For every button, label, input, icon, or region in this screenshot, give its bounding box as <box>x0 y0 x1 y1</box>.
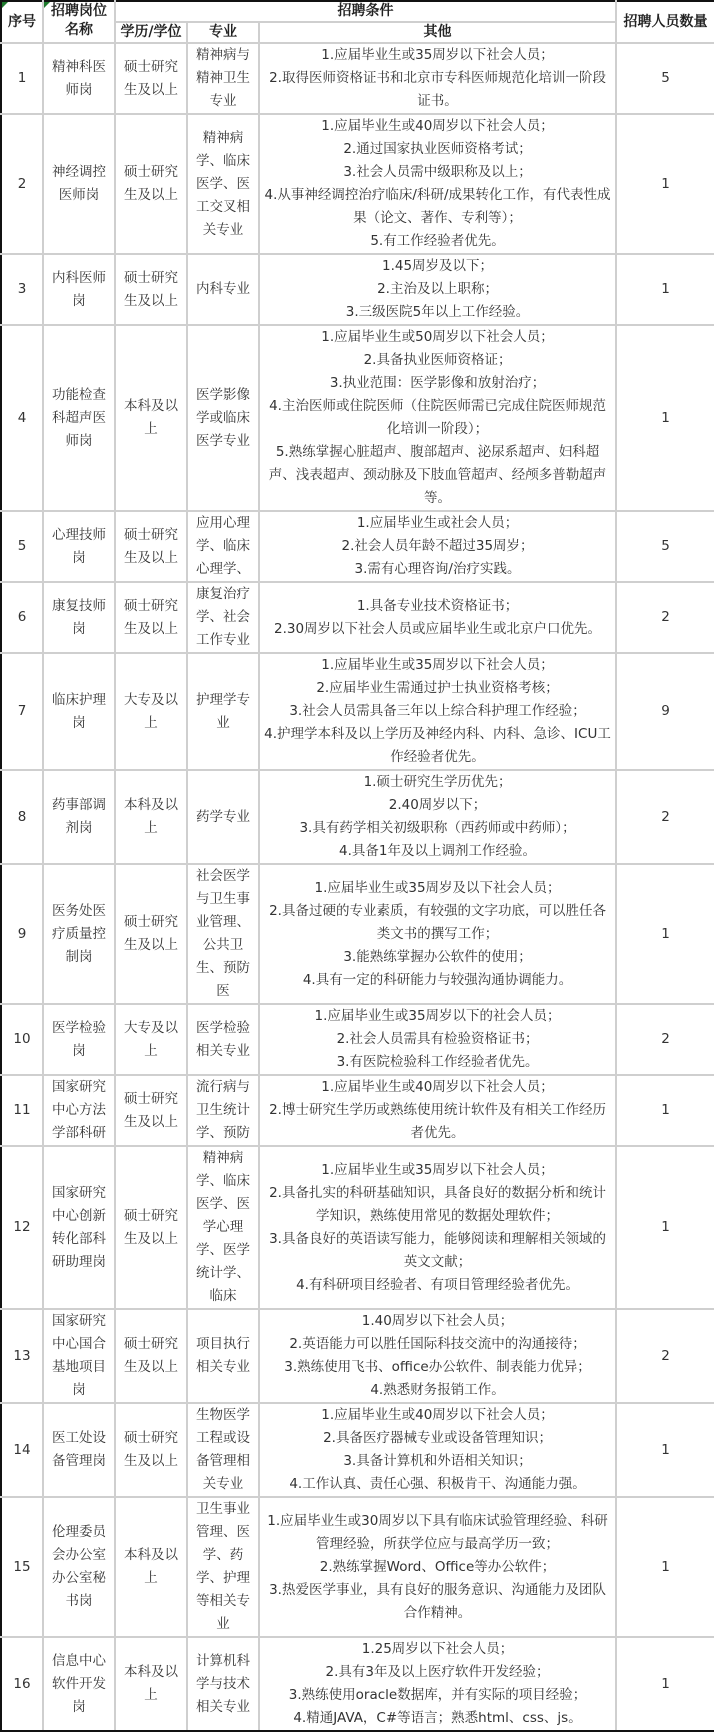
requirement-line: 3.熟练使用飞书、office办公软件、制表能力优异； <box>284 1359 591 1375</box>
cell-education: 大专及以上 <box>115 1004 187 1075</box>
requirement-line: 1.应届毕业生或35周岁以下社会人员； <box>321 657 554 673</box>
requirement-line: 1.应届毕业生或35周岁及以下社会人员； <box>314 879 561 896</box>
cell-position: 医工处设备管理岗 <box>43 1403 115 1497</box>
cell-major: 精神病与精神卫生专业 <box>187 43 259 114</box>
cell-other <box>259 1403 616 1497</box>
cell-position: 信息中心软件开发岗 <box>43 1637 115 1731</box>
requirement-line: 1.应届毕业生或社会人员； <box>356 515 519 531</box>
cell-position: 康复技师岗 <box>43 582 115 653</box>
requirement-line: 4.工作认真、责任心强、积极肯干、沟通能力强。 <box>289 1476 586 1492</box>
cell-seq: 6 <box>1 582 43 653</box>
cell-major: 医学检验相关专业 <box>187 1004 259 1075</box>
requirement-line: 4.精通JAVA，C#等语言；熟悉html、css、js。 <box>293 1710 582 1726</box>
table-row <box>1 1497 714 1637</box>
requirement-line: 2.40周岁以下； <box>388 797 487 813</box>
cell-other <box>259 1637 616 1731</box>
cell-seq: 7 <box>1 653 43 770</box>
cell-education: 硕士研究生及以上 <box>115 1309 187 1403</box>
requirement-line: 2.取得医师资格证书和北京市专科医师规范化培训一阶段证书。 <box>269 70 606 109</box>
cell-major: 护理学专业 <box>187 653 259 770</box>
cell-seq: 5 <box>1 511 43 582</box>
cell-other <box>259 1075 616 1146</box>
requirement-line: 1.具备专业技术资格证书； <box>356 597 519 614</box>
requirement-line: 3.执业范围：医学影像和放射治疗； <box>329 375 546 391</box>
cell-position: 国家研究中心创新转化部科研助理岗 <box>43 1146 115 1309</box>
table-row <box>1 864 714 1004</box>
cell-education: 硕士研究生及以上 <box>115 864 187 1004</box>
cell-other <box>259 114 616 254</box>
table-row <box>1 582 714 653</box>
cell-other <box>259 770 616 864</box>
requirement-line: 2.具备扎实的科研基础知识，具备良好的数据分析和统计学知识，熟练使用常见的数据处理软件； <box>269 1184 606 1224</box>
requirement-line: 2.30周岁以下社会人员或应届毕业生或北京户口优先。 <box>273 620 602 637</box>
requirement-line: 5.熟练掌握心脏超声、腹部超声、泌尿系超声、妇科超声、浅表超声、颈动脉及下肢血管超声、经颅多普勒超声等。 <box>268 444 607 506</box>
header-count: 招聘人员数量 <box>616 1 714 43</box>
cell-position: 临床护理岗 <box>43 653 115 770</box>
table-row <box>1 770 714 864</box>
table-row <box>1 1075 714 1146</box>
requirement-line: 1.40周岁以下社会人员； <box>361 1313 514 1329</box>
requirement-line: 2.社会人员年龄不超过35周岁； <box>341 538 534 554</box>
requirement-line: 1.应届毕业生或35周岁以下社会人员； <box>321 47 554 63</box>
requirement-line: 1.应届毕业生或50周岁以下社会人员； <box>321 329 554 345</box>
requirement-line: 3.具有药学相关初级职称（西药师或中药师）； <box>299 820 576 836</box>
cell-other <box>259 582 616 653</box>
requirement-line: 4.具有一定的科研能力与较强沟通协调能力。 <box>302 971 573 988</box>
table-row <box>1 1403 714 1497</box>
cell-count: 1 <box>616 864 714 1004</box>
header-education: 学历/学位 <box>115 22 187 43</box>
cell-count: 1 <box>616 1497 714 1637</box>
header-seq: 序号 <box>1 1 43 43</box>
requirement-line: 1.45周岁及以下； <box>381 258 494 274</box>
requirement-line: 4.具备1年及以上调剂工作经验。 <box>339 843 536 859</box>
cell-education: 本科及以上 <box>115 770 187 864</box>
cell-count: 1 <box>616 114 714 254</box>
cell-major: 生物医学工程或设备管理相关专业 <box>187 1403 259 1497</box>
cell-count: 5 <box>616 511 714 582</box>
requirement-line: 3.具备计算机和外语相关知识； <box>343 1453 532 1469</box>
cell-seq: 2 <box>1 114 43 254</box>
cell-count: 5 <box>616 43 714 114</box>
table-row <box>1 653 714 770</box>
table-row <box>1 114 714 254</box>
cell-seq: 9 <box>1 864 43 1004</box>
table-row <box>1 1146 714 1309</box>
cell-major: 流行病与卫生统计学、预防 <box>187 1075 259 1146</box>
cell-education: 硕士研究生及以上 <box>115 1146 187 1309</box>
cell-other <box>259 254 616 325</box>
cell-seq: 8 <box>1 770 43 864</box>
cell-other <box>259 511 616 582</box>
requirement-line: 4.从事神经调控治疗临床/科研/成果转化工作，有代表性成果（论文、著作、专利等）； <box>264 187 611 226</box>
requirement-line: 1.应届毕业生或35周岁以下的社会人员； <box>314 1008 561 1024</box>
cell-position: 功能检查科超声医师岗 <box>43 325 115 511</box>
cell-other <box>259 325 616 511</box>
cell-count: 1 <box>616 1146 714 1309</box>
cell-position: 医务处医疗质量控制岗 <box>43 864 115 1004</box>
table-row <box>1 325 714 511</box>
cell-education: 硕士研究生及以上 <box>115 511 187 582</box>
requirement-line: 3.熟练使用oracle数据库，并有实际的项目经验； <box>288 1687 587 1703</box>
cell-seq: 4 <box>1 325 43 511</box>
requirement-line: 1.应届毕业生或40周岁以下社会人员； <box>321 118 554 134</box>
cell-count: 1 <box>616 1637 714 1731</box>
requirement-line: 2.熟练掌握Word、Office等办公软件； <box>319 1558 556 1575</box>
header-conditions: 招聘条件 <box>115 1 616 22</box>
cell-other <box>259 1004 616 1075</box>
table-row <box>1 43 714 114</box>
cell-seq: 15 <box>1 1497 43 1637</box>
table-row <box>1 511 714 582</box>
header-major: 专业 <box>187 22 259 43</box>
requirement-line: 1.应届毕业生或40周岁以下社会人员； <box>321 1079 554 1095</box>
cell-seq: 1 <box>1 43 43 114</box>
cell-position: 伦理委员会办公室办公室秘书岗 <box>43 1497 115 1637</box>
table-row <box>1 1637 714 1731</box>
cell-education: 本科及以上 <box>115 1637 187 1731</box>
cell-education: 本科及以上 <box>115 325 187 511</box>
cell-count: 1 <box>616 1075 714 1146</box>
requirement-line: 2.英语能力可以胜任国际科技交流中的沟通接待； <box>289 1336 586 1352</box>
cell-major: 药学专业 <box>187 770 259 864</box>
requirement-line: 2.博士研究生学历或熟练使用统计软件及有相关工作经历者优先。 <box>269 1102 606 1141</box>
requirement-line: 2.具有3年及以上医疗软件开发经验； <box>325 1664 550 1680</box>
cell-education: 硕士研究生及以上 <box>115 1075 187 1146</box>
cell-major: 医学影像学或临床医学专业 <box>187 325 259 511</box>
cell-education: 本科及以上 <box>115 1497 187 1637</box>
cell-seq: 11 <box>1 1075 43 1146</box>
requirement-line: 2.社会人员需具有检验资格证书； <box>336 1031 539 1047</box>
cell-education: 硕士研究生及以上 <box>115 1403 187 1497</box>
cell-major: 康复治疗学、社会工作专业 <box>187 582 259 653</box>
cell-other <box>259 1497 616 1637</box>
requirement-line: 3.有医院检验科工作经验者优先。 <box>336 1054 539 1070</box>
cell-position: 精神科医师岗 <box>43 43 115 114</box>
cell-education: 硕士研究生及以上 <box>115 582 187 653</box>
table-row <box>1 1004 714 1075</box>
requirement-line: 2.具备过硬的专业素质，有较强的文字功底，可以胜任各类文书的撰写工作； <box>269 902 606 942</box>
requirement-line: 2.具备医疗器械专业或设备管理知识； <box>323 1430 552 1446</box>
cell-position: 内科医师岗 <box>43 254 115 325</box>
header-position <box>43 1 115 43</box>
cell-count: 1 <box>616 1403 714 1497</box>
requirement-line: 3.需有心理咨询/治疗实践。 <box>354 561 521 577</box>
cell-count: 2 <box>616 770 714 864</box>
cell-position: 国家研究中心国合基地项目岗 <box>43 1309 115 1403</box>
cell-count: 9 <box>616 653 714 770</box>
requirement-line: 3.具备良好的英语读写能力，能够阅读和理解相关领域的英文文献； <box>269 1230 606 1270</box>
cell-education: 硕士研究生及以上 <box>115 43 187 114</box>
requirement-line: 2.应届毕业生需通过护士执业资格考核； <box>316 680 559 696</box>
cell-seq: 12 <box>1 1146 43 1309</box>
cell-other <box>259 864 616 1004</box>
cell-other <box>259 1309 616 1403</box>
cell-seq: 3 <box>1 254 43 325</box>
cell-position: 神经调控医师岗 <box>43 114 115 254</box>
cell-major: 精神病学、临床医学、医工交叉相关专业 <box>187 114 259 254</box>
requirement-line: 4.有科研项目经验者、有项目管理经验者优先。 <box>296 1276 579 1293</box>
cell-seq: 14 <box>1 1403 43 1497</box>
requirement-line: 3.社会人员需具备三年以上综合科护理工作经验； <box>289 703 586 719</box>
cell-position: 药事部调剂岗 <box>43 770 115 864</box>
cell-major: 社会医学与卫生事业管理、公共卫生、预防医 <box>187 864 259 1004</box>
cell-count: 1 <box>616 254 714 325</box>
header-position-text: 招聘岗位名称 <box>51 3 107 38</box>
requirement-line: 2.具备执业医师资格证； <box>363 352 512 368</box>
cell-count: 2 <box>616 1004 714 1075</box>
requirement-line: 4.护理学本科及以上学历及神经内科、内科、急诊、ICU工作经验者优先。 <box>264 726 611 765</box>
requirement-line: 1.25周岁以下社会人员； <box>361 1641 514 1657</box>
cell-position: 心理技师岗 <box>43 511 115 582</box>
cell-education: 硕士研究生及以上 <box>115 254 187 325</box>
requirement-line: 1.应届毕业生或30周岁以下具有临床试验管理经验、科研管理经验，所获学位应与最高学历一致； <box>267 1512 608 1552</box>
cell-education: 硕士研究生及以上 <box>115 114 187 254</box>
cell-major: 应用心理学、临床心理学、 <box>187 511 259 582</box>
requirement-line: 3.三级医院5年以上工作经验。 <box>345 304 530 320</box>
cell-seq: 16 <box>1 1637 43 1731</box>
cell-other <box>259 653 616 770</box>
cell-count: 2 <box>616 1309 714 1403</box>
cell-other <box>259 1146 616 1309</box>
cell-education: 大专及以上 <box>115 653 187 770</box>
requirement-line: 3.能熟练掌握办公软件的使用； <box>343 948 532 965</box>
cell-major: 卫生事业管理、医学、药学、护理等相关专业 <box>187 1497 259 1637</box>
requirement-line: 3.热爱医学事业，具有良好的服务意识、沟通能力及团队合作精神。 <box>269 1581 606 1621</box>
requirement-line: 4.主治医师或住院医师（住院医师需已完成住院医师规范化培训一阶段）； <box>269 398 606 437</box>
cell-position: 医学检验岗 <box>43 1004 115 1075</box>
cell-count: 2 <box>616 582 714 653</box>
requirement-line: 1.应届毕业生或35周岁以下社会人员； <box>321 1161 554 1178</box>
requirement-line: 3.社会人员需中级职称及以上； <box>343 164 532 180</box>
table-row <box>1 1309 714 1403</box>
cell-seq: 13 <box>1 1309 43 1403</box>
requirement-line: 2.主治及以上职称； <box>377 281 498 297</box>
requirement-line: 1.应届毕业生或40周岁以下社会人员； <box>321 1407 554 1423</box>
requirement-line: 4.熟悉财务报销工作。 <box>370 1382 505 1398</box>
requirement-line: 2.通过国家执业医师资格考试； <box>343 141 532 157</box>
cell-position: 国家研究中心方法学部科研 <box>43 1075 115 1146</box>
table-body <box>1 43 714 1731</box>
cell-other <box>259 43 616 114</box>
cell-major: 计算机科学与技术相关专业 <box>187 1637 259 1731</box>
requirement-line: 1.硕士研究生学历优先； <box>363 774 512 790</box>
cell-major: 精神病学、临床医学、医学心理学、医学统计学、临床 <box>187 1146 259 1309</box>
table-row <box>1 254 714 325</box>
cell-major: 项目执行相关专业 <box>187 1309 259 1403</box>
requirement-line: 5.有工作经验者优先。 <box>370 233 505 249</box>
cell-major: 内科专业 <box>187 254 259 325</box>
cell-count: 1 <box>616 325 714 511</box>
header-other: 其他 <box>259 22 616 43</box>
cell-seq: 10 <box>1 1004 43 1075</box>
